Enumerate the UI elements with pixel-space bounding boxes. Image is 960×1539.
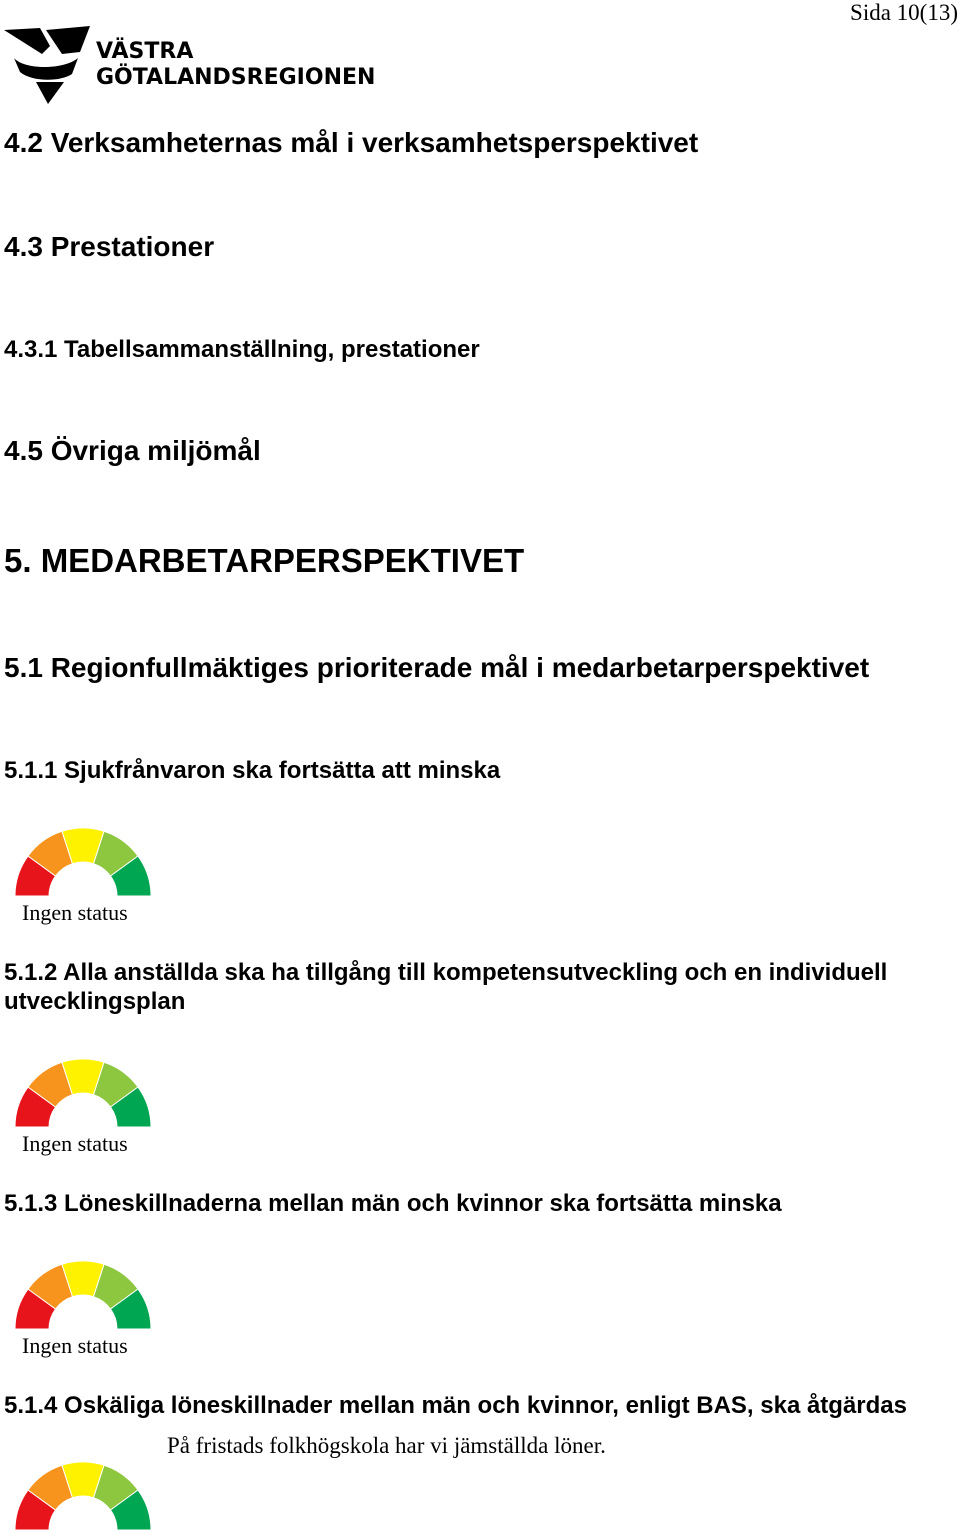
- goal-comment: På fristads folkhögskola har vi jämställda löner.: [167, 1433, 606, 1458]
- vastra-gotalandsregionen-logo: [2, 24, 392, 108]
- status-gauge-icon: [12, 804, 154, 900]
- svg-text:GÖTALANDSREGIONEN: GÖTALANDSREGIONEN: [96, 65, 376, 90]
- heading-4-3-1: 4.3.1 Tabellsammanställning, prestationer: [4, 336, 480, 363]
- status-label: Ingen status: [22, 1131, 128, 1156]
- svg-text:VÄSTRA: VÄSTRA: [96, 39, 194, 64]
- heading-5: 5. MEDARBETARPERSPEKTIVET: [4, 542, 525, 579]
- status-gauge-icon: [12, 1438, 154, 1534]
- goal-heading-5-1-4: 5.1.4 Oskäliga löneskillnader mellan män och kvinnor, enligt BAS, ska åtgärdas: [4, 1392, 907, 1419]
- status-gauge-icon: [12, 1237, 154, 1333]
- goal-heading-5-1-1: 5.1.1 Sjukfrånvaron ska fortsätta att minska: [4, 757, 501, 784]
- status-gauge-icon: [12, 1035, 154, 1131]
- heading-4-2: 4.2 Verksamheternas mål i verksamhetsperspektivet: [4, 127, 699, 158]
- goal-heading-5-1-2: 5.1.2 Alla anställda ska ha tillgång till kompetensutveckling och en individuell: [4, 959, 888, 986]
- status-label: Ingen status: [22, 900, 128, 925]
- heading-4-3: 4.3 Prestationer: [4, 231, 215, 262]
- heading-5-1: 5.1 Regionfullmäktiges prioriterade mål i medarbetarperspektivet: [4, 652, 870, 683]
- heading-4-5: 4.5 Övriga miljömål: [4, 435, 261, 466]
- goal-heading-5-1-2-cont: utvecklingsplan: [4, 988, 186, 1015]
- status-label: Ingen status: [22, 1333, 128, 1358]
- logo-mark-icon: [2, 24, 392, 108]
- page-number: Sida 10(13): [850, 0, 958, 25]
- goal-heading-5-1-3: 5.1.3 Löneskillnaderna mellan män och kvinnor ska fortsätta minska: [4, 1190, 782, 1217]
